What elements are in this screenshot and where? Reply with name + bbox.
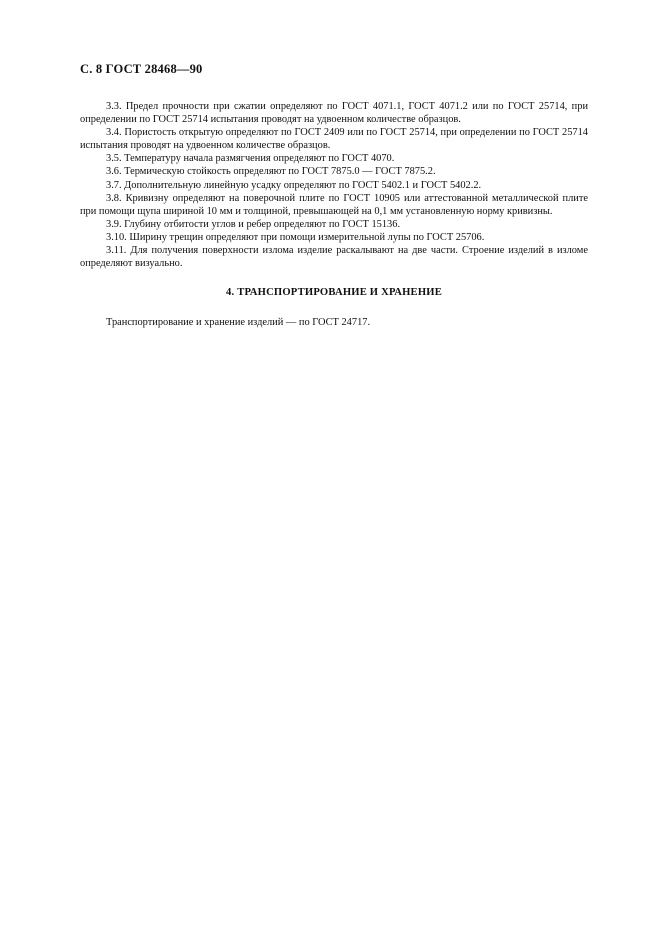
section-4-heading: 4. ТРАНСПОРТИРОВАНИЕ И ХРАНЕНИЕ	[226, 287, 442, 299]
page-header: С. 8 ГОСТ 28468—90	[80, 62, 203, 76]
section-3-body	[80, 100, 588, 270]
paragraph-3-4: 3.4. Пористость открытую определяют по ГОСТ 2409 или по ГОСТ 25714, при определении по ГОСТ 25714 испытания проводят на удвоенном количестве образцов.	[80, 127, 588, 152]
paragraph-3-8: 3.8. Кривизну определяют на поверочной плите по ГОСТ 10905 или аттестованной металлической плите при помощи щупа шириной 10 мм и толщиной, превышающей на 0,1 мм установленную норму кривизны.	[80, 192, 588, 217]
section-4-body: Транспортирование и хранение изделий — по ГОСТ 24717.	[106, 317, 371, 329]
paragraph-3-7: 3.7. Дополнительную линейную усадку определяют по ГОСТ 5402.1 и ГОСТ 5402.2.	[106, 179, 482, 191]
paragraph-3-11: 3.11. Для получения поверхности излома изделие раскалывают на две части. Строение изделий в изломе определяют визуально.	[80, 245, 588, 270]
paragraph-3-5: 3.5. Температуру начала размягчения определяют по ГОСТ 4070.	[106, 153, 395, 165]
paragraph-3-6: 3.6. Термическую стойкость определяют по ГОСТ 7875.0 — ГОСТ 7875.2.	[106, 166, 436, 178]
document-page	[80, 62, 588, 329]
paragraph-3-3: 3.3. Предел прочности при сжатии определяют по ГОСТ 4071.1, ГОСТ 4071.2 или по ГОСТ 25714, при определении по ГОСТ 25714 испытания проводят на удвоенном количестве образцов.	[80, 101, 588, 126]
paragraph-3-9: 3.9. Глубину отбитости углов и ребер определяют по ГОСТ 15136.	[106, 218, 401, 230]
paragraph-3-10: 3.10. Ширину трещин определяют при помощи измерительной лупы по ГОСТ 25706.	[106, 231, 485, 243]
